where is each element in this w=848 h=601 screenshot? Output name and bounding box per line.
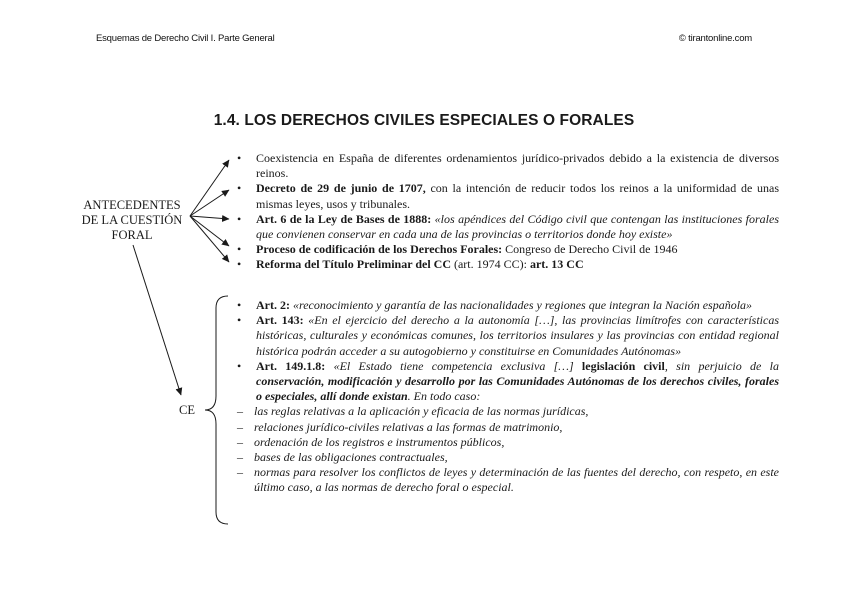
arrow-to-item-4 (190, 216, 229, 246)
competencia-text: relaciones jurídico-civiles relativas a las formas de matrimonio, (254, 419, 563, 434)
antecedentes-list (237, 151, 779, 273)
antecedentes-label-line-1: ANTECEDENTES (83, 198, 181, 212)
arrow-to-item-2 (190, 190, 229, 216)
item-italic: «los apéndices del Código civil que contengan las instituciones forales que convienen conservar en cada una de las provincias o territorios donde hoy existe» (256, 211, 779, 242)
item-bold-b: legislación civil (581, 358, 665, 373)
item-italic-c: , sin perjuicio de la (664, 358, 779, 373)
item-italic: «En el ejercicio del derecho a la autonomía […], las provincias limítrofes con características históricas, culturales y económicas comunes, los territorios insulares y las provincias con entidad regional histórica podrán acceder a su autogobierno y constituirse en Comunidades Autónomas» (256, 313, 780, 358)
ce-item (237, 298, 779, 313)
item-text: Congreso de Derecho Civil de 1946 (502, 242, 678, 257)
item-bold-2: art. 13 CC (529, 257, 584, 272)
antecedente-item (237, 151, 779, 181)
antecedentes-label-line-2: DE LA CUESTIÓN (81, 213, 183, 227)
arrow-to-item-5 (190, 216, 229, 262)
item-bold: Art. 149.1.8: (256, 358, 326, 373)
antecedente-item (237, 242, 779, 257)
item-italic: «reconocimiento y garantía de las nacionalidades y regiones que integran la Nación española» (289, 298, 753, 312)
item-bold: Art. 6 de la Ley de Bases de 1888: (256, 211, 432, 226)
arrow-to-item-3 (190, 216, 229, 219)
ce-item (237, 313, 779, 359)
competencia-text: normas para resolver los conflictos de leyes y determinación de las fuentes del derecho, con respeto, en este último caso, a las normas de derecho foral o especial. (254, 465, 779, 495)
competencia-text: ordenación de los registros e instrumentos públicos, (254, 434, 505, 449)
running-header-title: Esquemas de Derecho Civil I. Parte General (96, 33, 275, 44)
item-bolditalic-d: conservación, modificación y desarrollo por las Comunidades Autónomas de los derechos civiles, forales o especiales, allí donde existan (256, 374, 779, 404)
item-text: con la intención de reducir todos los reinos a la uniformidad de unas mismas leyes, usos y tribunales. (256, 181, 779, 211)
arrow-to-ce (133, 245, 181, 395)
competencia-item (237, 420, 779, 435)
arrow-to-item-1 (190, 160, 229, 216)
competencia-text: bases de las obligaciones contractuales, (254, 450, 448, 465)
running-header-copyright: © tirantonline.com (678, 33, 752, 44)
section-title: 1.4. LOS DERECHOS CIVILES ESPECIALES O FORALES (213, 112, 635, 129)
ce-label: CE (179, 403, 195, 417)
item-italic-e: . En todo caso: (407, 389, 481, 404)
item-text: (art. 1974 CC): (450, 257, 530, 272)
competencia-item (237, 404, 779, 419)
antecedentes-label-line-3: FORAL (111, 228, 153, 242)
antecedente-item (237, 181, 779, 211)
competencias-list (237, 404, 779, 495)
item-bold: Art. 143: (256, 313, 304, 328)
item-italic-a: «El Estado tiene competencia exclusiva […] (325, 358, 582, 373)
ce-brace (205, 296, 228, 524)
antecedente-item (237, 257, 779, 272)
antecedente-item (237, 212, 779, 242)
item-bold: Proceso de codificación de los Derechos Forales: (256, 242, 503, 257)
item-bold: Reforma del Título Preliminar del CC (256, 257, 451, 272)
competencia-text: las reglas relativas a la aplicación y eficacia de las normas jurídicas, (254, 404, 589, 419)
competencia-item (237, 450, 779, 465)
ce-item (237, 359, 779, 496)
item-text: Coexistencia en España de diferentes ordenamientos jurídico-privados debido a la existencia de diversos reinos. (256, 151, 779, 181)
competencia-item (237, 435, 779, 450)
item-bold: Decreto de 29 de junio de 1707, (256, 181, 426, 196)
competencia-item (237, 465, 779, 495)
ce-list (237, 298, 779, 496)
item-bold: Art. 2: (256, 298, 290, 312)
